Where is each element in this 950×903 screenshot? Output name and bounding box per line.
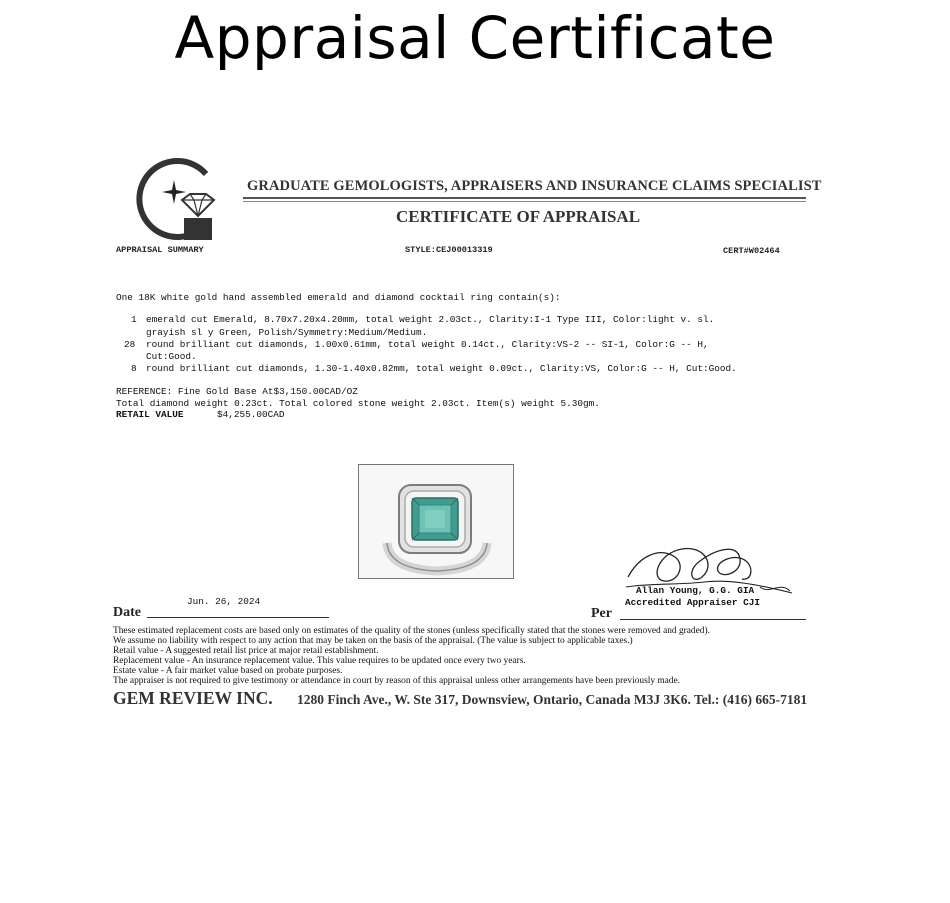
date-label: Date: [113, 605, 141, 620]
page-title: Appraisal Certificate: [174, 4, 776, 72]
footer-address: 1280 Finch Ave., W. Ste 317, Downsview, Ontario, Canada M3J 3K6. Tel.: (416) 665-7181: [297, 692, 808, 707]
disclaimer-line: Replacement value - An insurance replacement value. This value requires to be updated once every two years.: [113, 656, 526, 666]
disclaimer-line: The appraiser is not required to give testimony or attendance in court by reason of this appraisal unless other arrangements have been previously made.: [113, 676, 681, 686]
disclaimer-line: Retail value - A suggested retail list price at major retail establishment.: [113, 646, 379, 656]
footer-company: GEM REVIEW INC.: [113, 688, 273, 708]
stone-line: grayish sl y Green, Polish/Symmetry:Medium/Medium.: [146, 327, 428, 338]
disclaimer-line: Estate value - A fair market value based on probate purposes.: [113, 666, 343, 676]
disclaimer-line: These estimated replacement costs are based only on estimates of the quality of the stones (unless specifically stated that the stones were removed and graded).: [113, 626, 710, 636]
appraiser-title: Accredited Appraiser CJI: [625, 597, 761, 608]
date-value: Jun. 26, 2024: [187, 596, 261, 607]
stone-qty: 1: [131, 314, 137, 325]
header-rule: [243, 197, 806, 199]
per-label: Per: [591, 606, 612, 621]
certificate-heading: CERTIFICATE OF APPRAISAL: [396, 207, 641, 226]
reference-line: REFERENCE: Fine Gold Base At$3,150.00CAD/OZ: [116, 386, 358, 397]
item-description: One 18K white gold hand assembled emerald and diamond cocktail ring contain(s):: [116, 292, 561, 303]
stone-qty: 8: [131, 363, 137, 374]
stone-line: Cut:Good.: [146, 351, 197, 362]
stone-line: emerald cut Emerald, 8.70x7.20x4.20mm, total weight 2.03ct., Clarity:I-1 Type III, Color:light v. sl.: [146, 314, 715, 325]
totals-line: Total diamond weight 0.23ct. Total colored stone weight 2.03ct. Item(s) weight 5.30gm.: [116, 398, 600, 409]
stone-line: round brilliant cut diamonds, 1.30-1.40x0.82mm, total weight 0.09ct., Clarity:VS, Color:G -- H, Cut:Good.: [146, 363, 737, 374]
organization-header: GRADUATE GEMOLOGISTS, APPRAISERS AND INSURANCE CLAIMS SPECIALIST: [247, 178, 822, 194]
company-logo: [134, 152, 226, 244]
appraiser-name: Allan Young, G.G. GIA: [636, 585, 755, 596]
per-line: [620, 619, 806, 620]
stone-qty: 28: [124, 339, 136, 350]
appraisal-summary-label: APPRAISAL SUMMARY: [116, 245, 204, 255]
retail-value: $4,255.00CAD: [217, 409, 285, 420]
ring-photo: [358, 464, 514, 579]
stone-line: round brilliant cut diamonds, 1.00x0.61mm, total weight 0.14ct., Clarity:VS-2 -- SI-1, Color:G -- H,: [146, 339, 709, 350]
style-number: STYLE:CEJ00013319: [405, 245, 493, 255]
certificate-number: CERT#W02464: [723, 246, 780, 256]
retail-value-label: RETAIL VALUE: [116, 409, 184, 420]
header-rule-thin: [243, 201, 806, 202]
disclaimer-line: We assume no liability with respect to any action that may be taken on the basis of the appraisal. (The value is subject to applicable taxes.): [113, 636, 633, 646]
date-line: [147, 617, 329, 618]
